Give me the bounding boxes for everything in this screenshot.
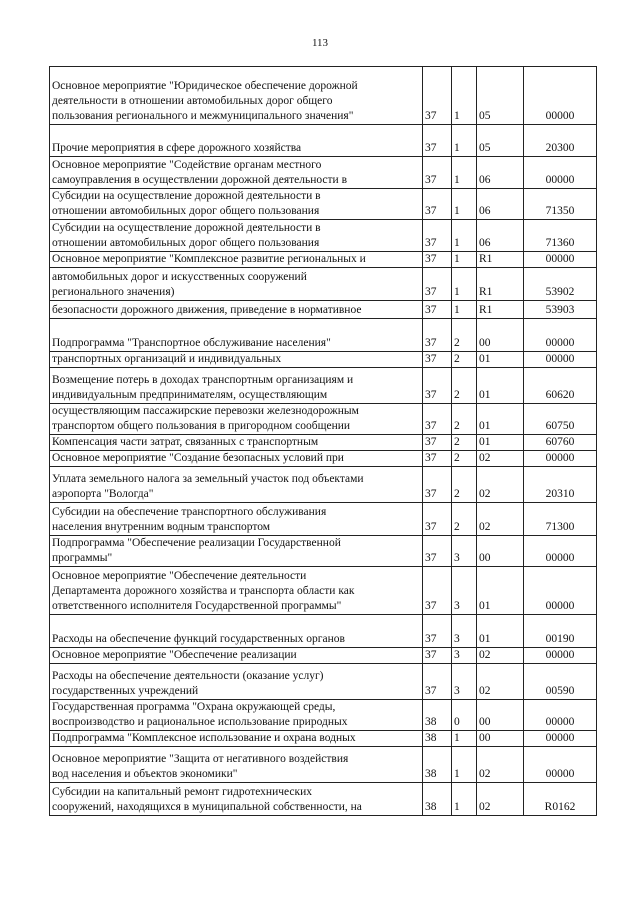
- budget-classification-table: [49, 66, 597, 816]
- row-subprogram-code-cell: 1: [452, 125, 477, 157]
- row-activity-code-cell: 05: [477, 125, 524, 157]
- row-activity-code-cell: R1: [477, 268, 524, 301]
- row-expense-code-cell: 00000: [524, 731, 597, 747]
- row-name-cell: Субсидии на осуществление дорожной деятельности в отношении автомобильных дорог общего пользования: [50, 189, 423, 220]
- row-subprogram-code-cell: 1: [452, 157, 477, 189]
- row-expense-code-cell: 00000: [524, 451, 597, 467]
- row-name-cell: Основное мероприятие "Юридическое обеспечение дорожной деятельности в отношении автомобильных дорог общего пользования регионального и межмуниципального значения": [50, 67, 423, 125]
- row-expense-code-cell: 00000: [524, 319, 597, 352]
- row-expense-code-cell: 60620: [524, 368, 597, 404]
- row-activity-code-cell: 01: [477, 435, 524, 451]
- row-program-code-cell: 37: [423, 319, 452, 352]
- row-expense-code-cell: 20310: [524, 467, 597, 503]
- row-name-cell: Подпрограмма "Транспортное обслуживание населения": [50, 319, 423, 352]
- row-subprogram-code-cell: 1: [452, 67, 477, 125]
- row-subprogram-code-cell: 3: [452, 664, 477, 700]
- row-activity-code-cell: 06: [477, 157, 524, 189]
- row-activity-code-cell: 02: [477, 747, 524, 783]
- table-row: [50, 700, 597, 731]
- table-row: [50, 252, 597, 268]
- table-row: [50, 220, 597, 252]
- row-name-cell: Субсидии на капитальный ремонт гидротехнических сооружений, находящихся в муниципальной собственности, на: [50, 783, 423, 816]
- row-expense-code-cell: 00000: [524, 700, 597, 731]
- row-expense-code-cell: 00000: [524, 567, 597, 615]
- row-program-code-cell: 38: [423, 783, 452, 816]
- row-activity-code-cell: 01: [477, 615, 524, 648]
- row-expense-code-cell: 00000: [524, 536, 597, 567]
- table-row: [50, 189, 597, 220]
- row-expense-code-cell: 60750: [524, 404, 597, 435]
- table-row: [50, 352, 597, 368]
- table-row: [50, 404, 597, 435]
- table-body: [50, 67, 597, 816]
- table-row: [50, 451, 597, 467]
- table-row: [50, 301, 597, 319]
- row-name-cell: Основное мероприятие "Создание безопасных условий при: [50, 451, 423, 467]
- row-program-code-cell: 37: [423, 368, 452, 404]
- table-row: [50, 536, 597, 567]
- row-activity-code-cell: 02: [477, 648, 524, 664]
- row-program-code-cell: 37: [423, 352, 452, 368]
- row-program-code-cell: 37: [423, 404, 452, 435]
- table-row: [50, 67, 597, 125]
- row-activity-code-cell: 02: [477, 503, 524, 536]
- row-activity-code-cell: 05: [477, 67, 524, 125]
- row-activity-code-cell: 02: [477, 451, 524, 467]
- row-program-code-cell: 37: [423, 536, 452, 567]
- table-row: [50, 268, 597, 301]
- row-name-cell: Компенсация части затрат, связанных с транспортным: [50, 435, 423, 451]
- row-subprogram-code-cell: 2: [452, 435, 477, 451]
- row-expense-code-cell: 00000: [524, 747, 597, 783]
- row-program-code-cell: 37: [423, 648, 452, 664]
- row-subprogram-code-cell: 2: [452, 352, 477, 368]
- row-activity-code-cell: R1: [477, 301, 524, 319]
- row-subprogram-code-cell: 1: [452, 268, 477, 301]
- row-program-code-cell: 37: [423, 435, 452, 451]
- table-row: [50, 319, 597, 352]
- row-expense-code-cell: 71300: [524, 503, 597, 536]
- table-row: [50, 648, 597, 664]
- row-program-code-cell: 37: [423, 615, 452, 648]
- row-activity-code-cell: 01: [477, 404, 524, 435]
- row-expense-code-cell: 60760: [524, 435, 597, 451]
- table-row: [50, 157, 597, 189]
- row-subprogram-code-cell: 1: [452, 301, 477, 319]
- row-expense-code-cell: 00590: [524, 664, 597, 700]
- table-row: [50, 747, 597, 783]
- row-name-cell: Основное мероприятие "Комплексное развитие региональных и: [50, 252, 423, 268]
- page-number: 113: [311, 37, 329, 49]
- row-activity-code-cell: 02: [477, 664, 524, 700]
- row-program-code-cell: 38: [423, 700, 452, 731]
- row-subprogram-code-cell: 2: [452, 368, 477, 404]
- row-activity-code-cell: 02: [477, 467, 524, 503]
- row-expense-code-cell: R0162: [524, 783, 597, 816]
- row-name-cell: транспортных организаций и индивидуальных: [50, 352, 423, 368]
- row-expense-code-cell: 00000: [524, 157, 597, 189]
- table-row: [50, 567, 597, 615]
- table-row: [50, 664, 597, 700]
- row-expense-code-cell: 00000: [524, 648, 597, 664]
- row-activity-code-cell: 06: [477, 220, 524, 252]
- row-activity-code-cell: 01: [477, 368, 524, 404]
- table-row: [50, 615, 597, 648]
- row-program-code-cell: 38: [423, 747, 452, 783]
- row-name-cell: Основное мероприятие "Обеспечение реализации: [50, 648, 423, 664]
- row-program-code-cell: 37: [423, 157, 452, 189]
- row-name-cell: Подпрограмма "Комплексное использование и охрана водных: [50, 731, 423, 747]
- table-row: [50, 503, 597, 536]
- row-subprogram-code-cell: 1: [452, 747, 477, 783]
- row-subprogram-code-cell: 1: [452, 252, 477, 268]
- row-activity-code-cell: R1: [477, 252, 524, 268]
- row-expense-code-cell: 53902: [524, 268, 597, 301]
- row-program-code-cell: 37: [423, 451, 452, 467]
- row-activity-code-cell: 00: [477, 700, 524, 731]
- row-expense-code-cell: 71360: [524, 220, 597, 252]
- table-row: [50, 125, 597, 157]
- row-expense-code-cell: 00000: [524, 252, 597, 268]
- row-subprogram-code-cell: 1: [452, 731, 477, 747]
- row-subprogram-code-cell: 2: [452, 503, 477, 536]
- row-expense-code-cell: 71350: [524, 189, 597, 220]
- row-subprogram-code-cell: 3: [452, 567, 477, 615]
- row-name-cell: Расходы на обеспечение функций государственных органов: [50, 615, 423, 648]
- row-name-cell: Возмещение потерь в доходах транспортным организациям и индивидуальным предпринимателям, осуществляющим: [50, 368, 423, 404]
- row-program-code-cell: 37: [423, 664, 452, 700]
- row-activity-code-cell: 00: [477, 731, 524, 747]
- row-expense-code-cell: 20300: [524, 125, 597, 157]
- row-activity-code-cell: 02: [477, 783, 524, 816]
- table-row: [50, 368, 597, 404]
- row-name-cell: безопасности дорожного движения, приведение в нормативное: [50, 301, 423, 319]
- row-expense-code-cell: 00000: [524, 67, 597, 125]
- row-activity-code-cell: 06: [477, 189, 524, 220]
- row-program-code-cell: 37: [423, 268, 452, 301]
- row-subprogram-code-cell: 3: [452, 536, 477, 567]
- table-row: [50, 467, 597, 503]
- row-program-code-cell: 37: [423, 220, 452, 252]
- row-program-code-cell: 38: [423, 731, 452, 747]
- row-name-cell: Уплата земельного налога за земельный участок под объектами аэропорта "Вологда": [50, 467, 423, 503]
- row-program-code-cell: 37: [423, 301, 452, 319]
- row-name-cell: Расходы на обеспечение деятельности (оказание услуг) государственных учреждений: [50, 664, 423, 700]
- row-program-code-cell: 37: [423, 467, 452, 503]
- row-subprogram-code-cell: 1: [452, 783, 477, 816]
- row-name-cell: Основное мероприятие "Обеспечение деятельности Департамента дорожного хозяйства и транспорта области как ответственного исполнителя Государственной программы": [50, 567, 423, 615]
- row-expense-code-cell: 53903: [524, 301, 597, 319]
- row-name-cell: Субсидии на осуществление дорожной деятельности в отношении автомобильных дорог общего пользования: [50, 220, 423, 252]
- row-program-code-cell: 37: [423, 252, 452, 268]
- row-subprogram-code-cell: 0: [452, 700, 477, 731]
- row-program-code-cell: 37: [423, 125, 452, 157]
- row-program-code-cell: 37: [423, 67, 452, 125]
- row-name-cell: осуществляющим пассажирские перевозки железнодорожным транспортом общего пользования в пригородном сообщении: [50, 404, 423, 435]
- row-name-cell: автомобильных дорог и искусственных сооружений регионального значения): [50, 268, 423, 301]
- table-row: [50, 731, 597, 747]
- row-activity-code-cell: 01: [477, 567, 524, 615]
- row-subprogram-code-cell: 3: [452, 615, 477, 648]
- row-name-cell: Государственная программа "Охрана окружающей среды, воспроизводство и рациональное использование природных: [50, 700, 423, 731]
- row-name-cell: Основное мероприятие "Содействие органам местного самоуправления в осуществлении дорожной деятельности в: [50, 157, 423, 189]
- row-subprogram-code-cell: 3: [452, 648, 477, 664]
- row-name-cell: Основное мероприятие "Защита от негативного воздействия вод населения и объектов экономики": [50, 747, 423, 783]
- row-subprogram-code-cell: 2: [452, 451, 477, 467]
- row-subprogram-code-cell: 1: [452, 189, 477, 220]
- row-program-code-cell: 37: [423, 567, 452, 615]
- row-name-cell: Подпрограмма "Обеспечение реализации Государственной программы": [50, 536, 423, 567]
- row-subprogram-code-cell: 1: [452, 220, 477, 252]
- row-activity-code-cell: 01: [477, 352, 524, 368]
- row-name-cell: Субсидии на обеспечение транспортного обслуживания населения внутренним водным транспортом: [50, 503, 423, 536]
- row-name-cell: Прочие мероприятия в сфере дорожного хозяйства: [50, 125, 423, 157]
- table-row: [50, 435, 597, 451]
- row-subprogram-code-cell: 2: [452, 319, 477, 352]
- row-program-code-cell: 37: [423, 503, 452, 536]
- row-activity-code-cell: 00: [477, 536, 524, 567]
- table-row: [50, 783, 597, 816]
- row-activity-code-cell: 00: [477, 319, 524, 352]
- row-program-code-cell: 37: [423, 189, 452, 220]
- row-expense-code-cell: 00000: [524, 352, 597, 368]
- row-subprogram-code-cell: 2: [452, 404, 477, 435]
- row-expense-code-cell: 00190: [524, 615, 597, 648]
- row-subprogram-code-cell: 2: [452, 467, 477, 503]
